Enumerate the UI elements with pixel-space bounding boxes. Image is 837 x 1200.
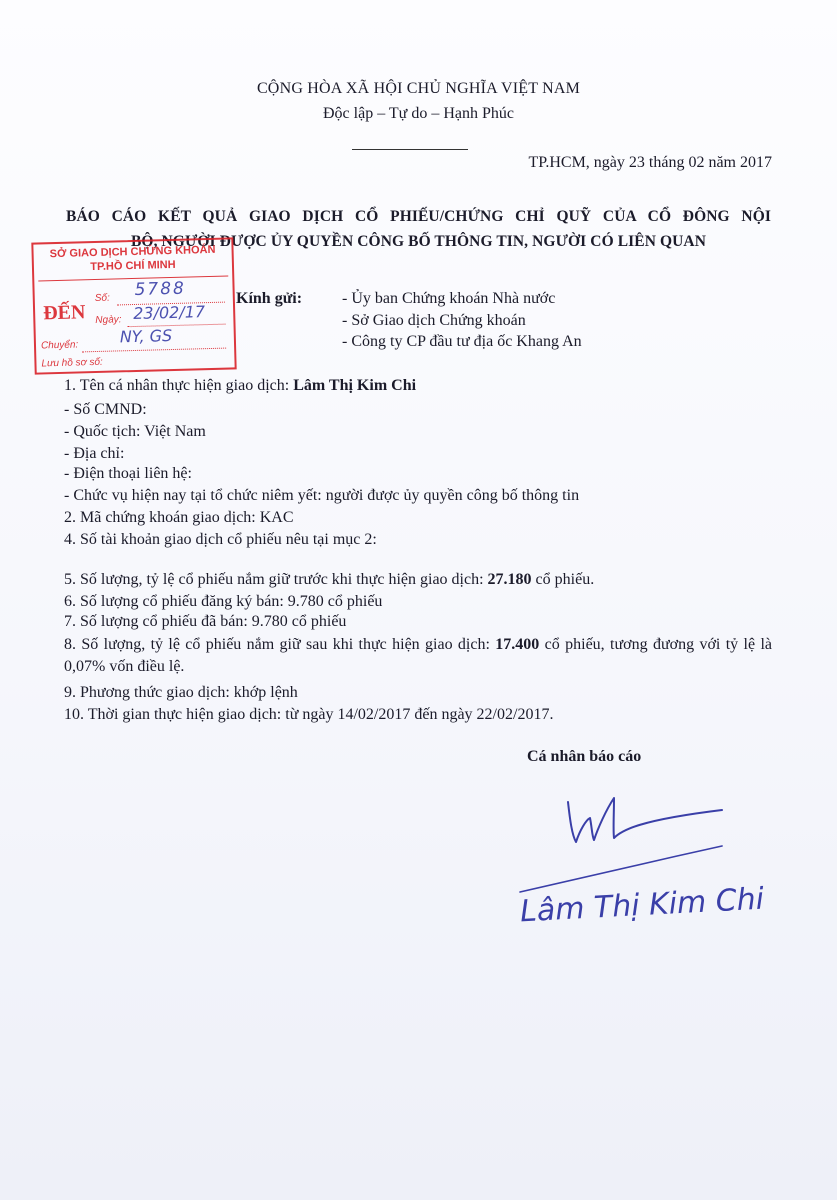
- item-9: 9. Phương thức giao dịch: khớp lệnh: [64, 684, 298, 701]
- stamp-chuyen-value: NY, GS: [119, 326, 173, 347]
- item-8-rest: cổ phiếu, tương đương với tỷ lệ là 0,07% vốn điều lệ.: [64, 636, 772, 675]
- item-1: [64, 377, 416, 395]
- item-5-unit: cổ phiếu.: [531, 571, 595, 588]
- item-6: 6. Số lượng cổ phiếu đăng ký bán: 9.780 cổ phiếu: [64, 593, 383, 610]
- item-quoctich: - Quốc tịch: Việt Nam: [64, 423, 206, 440]
- item-chucvu: - Chức vụ hiện nay tại tổ chức niêm yết: người được ủy quyền công bố thông tin: [64, 487, 580, 504]
- item-cmnd: - Số CMND:: [64, 401, 147, 418]
- stamp-luu-label: Lưu hồ sơ số:: [41, 356, 103, 370]
- stamp-so-value: 5788: [134, 278, 187, 300]
- stamp-organization: [33, 242, 232, 275]
- stamp-org-line-2: TP.HỒ CHÍ MINH: [90, 258, 176, 274]
- recipient-item: - Công ty CP đầu tư địa ốc Khang An: [342, 333, 582, 350]
- stamp-divider: [38, 276, 228, 282]
- stamp-org-line-1: SỞ GIAO DỊCH CHỨNG KHOÁN: [49, 243, 216, 261]
- recipient-item: - Sở Giao dịch Chứng khoán: [342, 312, 526, 329]
- item-8-value: 17.400: [495, 636, 540, 653]
- dateline: TP.HCM, ngày 23 tháng 02 năm 2017: [528, 154, 772, 171]
- item-diachi: - Địa chỉ:: [64, 445, 125, 462]
- item-dienthoai: - Điện thoại liên hệ:: [64, 465, 192, 482]
- header-divider: [352, 149, 468, 150]
- item-7: 7. Số lượng cổ phiếu đã bán: 9.780 cổ phiếu: [64, 613, 347, 630]
- report-title-line-2: BỘ, NGƯỜI ĐƯỢC ỦY QUYỀN CÔNG BỐ THÔNG TIN, NGƯỜI CÓ LIÊN QUAN: [130, 233, 707, 250]
- signature-handwritten-name: Lâm Thị Kim Chi: [519, 881, 765, 930]
- national-motto: Độc lập – Tự do – Hạnh Phúc: [322, 105, 514, 122]
- item-10: 10. Thời gian thực hiện giao dịch: từ ngày 14/02/2017 đến ngày 22/02/2017.: [64, 706, 554, 723]
- item-5: [64, 571, 594, 589]
- recipients-label: Kính gửi:: [236, 290, 303, 307]
- stamp-chuyen-label: Chuyển:: [40, 339, 79, 352]
- national-title: CỘNG HÒA XÃ HỘI CHỦ NGHĨA VIỆT NAM: [256, 80, 581, 97]
- item-8-label: 8. Số lượng, tỷ lệ cổ phiếu nắm giữ sau khi thực hiện giao dịch:: [64, 636, 496, 653]
- item-1-value: Lâm Thị Kim Chi: [293, 377, 417, 394]
- stamp-chuyen-line: [82, 348, 226, 353]
- stamp-ngay-value: 23/02/17: [132, 302, 206, 324]
- signature-label: Cá nhân báo cáo: [527, 748, 642, 765]
- item-4: 4. Số tài khoản giao dịch cổ phiếu nêu tại mục 2:: [64, 531, 377, 548]
- stamp-ngay-label: Ngày:: [95, 314, 122, 327]
- item-5-value: 27.180: [487, 571, 532, 588]
- item-8: [64, 634, 772, 678]
- item-2: 2. Mã chứng khoán giao dịch: KAC: [64, 509, 294, 526]
- recipient-item: - Ủy ban Chứng khoán Nhà nước: [342, 290, 556, 307]
- report-title-line-1: BÁO CÁO KẾT QUẢ GIAO DỊCH CỔ PHIẾU/CHỨNG CHỈ QUỸ CỦA CỔ ĐÔNG NỘI: [66, 208, 771, 225]
- signature-scribble: [510, 780, 740, 900]
- item-1-label: 1. Tên cá nhân thực hiện giao dịch:: [64, 377, 294, 394]
- stamp-den-label: ĐẾN: [42, 301, 86, 325]
- stamp-so-label: Số:: [94, 292, 110, 305]
- received-stamp: [31, 237, 236, 374]
- item-5-label: 5. Số lượng, tỷ lệ cổ phiếu nắm giữ trước khi thực hiện giao dịch:: [64, 571, 488, 588]
